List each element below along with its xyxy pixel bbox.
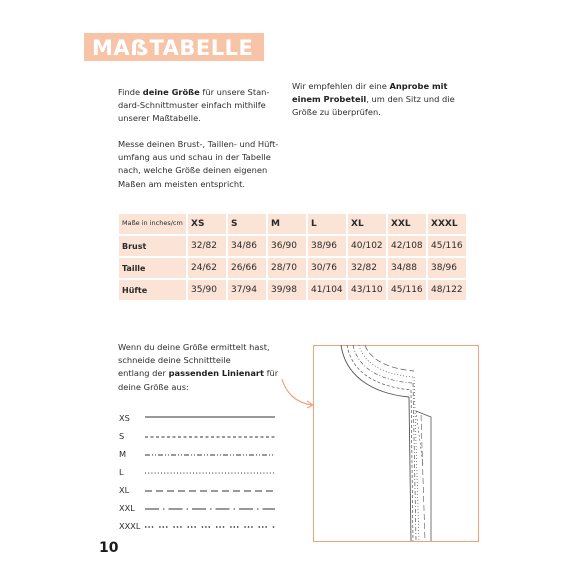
pattern-illustration <box>313 345 479 542</box>
linetype-paragraph: Wenn du deine Größe ermittelt hast, schneide deine Schnittteile entlang der passenden Linienart für deine Größe aus: <box>118 342 279 392</box>
row-label: Hüfte <box>119 280 186 300</box>
legend-row-xs <box>119 413 279 427</box>
legend-row-xxxl <box>119 521 279 535</box>
size-header: XS <box>188 214 226 234</box>
table-cell: 26/66 <box>228 258 266 278</box>
legend-label: L <box>119 467 124 477</box>
legend-row-l <box>119 467 279 481</box>
table-cell: 34/88 <box>388 258 426 278</box>
size-header: L <box>308 214 346 234</box>
table-cell: 42/108 <box>388 236 426 256</box>
line-dot-groups <box>143 521 277 533</box>
size-header: S <box>228 214 266 234</box>
page-title: MAẞTABELLE <box>92 36 254 60</box>
legend-row-xl <box>119 485 279 499</box>
legend-label: XS <box>119 413 130 423</box>
legend-label: XL <box>119 485 130 495</box>
legend-row-s <box>119 431 279 445</box>
table-corner-label: Maße in inches/cm <box>119 214 186 234</box>
table-cell: 41/104 <box>308 280 346 300</box>
table-cell: 24/62 <box>188 258 226 278</box>
table-row <box>119 258 466 278</box>
table-cell: 28/70 <box>268 258 306 278</box>
table-cell: 30/76 <box>308 258 346 278</box>
size-header: XXL <box>388 214 426 234</box>
line-dashed-long <box>143 485 277 497</box>
table-cell: 34/86 <box>228 236 266 256</box>
line-dash-dot <box>143 449 277 461</box>
legend-label: XXL <box>119 503 135 513</box>
size-header: XXXL <box>428 214 466 234</box>
legend-label: S <box>119 431 125 441</box>
table-cell: 37/94 <box>228 280 266 300</box>
page-number: 10 <box>99 540 119 556</box>
legend-label: M <box>119 449 127 459</box>
table-cell: 48/122 <box>428 280 466 300</box>
legend-label: XXXL <box>119 521 141 531</box>
table-cell: 39/98 <box>268 280 306 300</box>
table-row <box>119 280 466 300</box>
table-cell: 36/90 <box>268 236 306 256</box>
line-solid <box>143 413 277 425</box>
row-label: Brust <box>119 236 186 256</box>
table-header-row <box>119 214 466 234</box>
row-label: Taille <box>119 258 186 278</box>
table-cell: 45/116 <box>428 236 466 256</box>
size-header: M <box>268 214 306 234</box>
line-dotted <box>143 467 277 479</box>
table-cell: 40/102 <box>348 236 386 256</box>
table-cell: 35/90 <box>188 280 226 300</box>
legend-row-xxl <box>119 503 279 517</box>
table-cell: 32/82 <box>188 236 226 256</box>
table-row <box>119 236 466 256</box>
table-cell: 43/110 <box>348 280 386 300</box>
legend-row-m <box>119 449 279 463</box>
size-table <box>117 212 468 302</box>
intro-paragraph: Finde deine Größe für unsere Stan- dard-Schnittmuster einfach mithilfe unserer Maßtabelle. <box>118 87 270 124</box>
table-cell: 45/116 <box>388 280 426 300</box>
table-cell: 32/82 <box>348 258 386 278</box>
size-header: XL <box>348 214 386 234</box>
line-dashed-short <box>143 431 277 443</box>
table-cell: 38/96 <box>308 236 346 256</box>
table-cell: 38/96 <box>428 258 466 278</box>
measure-paragraph: Messe deinen Brust-, Taillen- und Hüft- umfang aus und schau in der Tabelle nach, welche Größe deinen eigenen Maßen am meisten entspricht. <box>118 139 279 189</box>
recommend-paragraph: Wir empfehlen dir eine Anprobe mit einem Probeteil, um den Sitz und die Größe zu überprüfen. <box>292 81 455 118</box>
line-long-dash-dot <box>143 503 277 515</box>
